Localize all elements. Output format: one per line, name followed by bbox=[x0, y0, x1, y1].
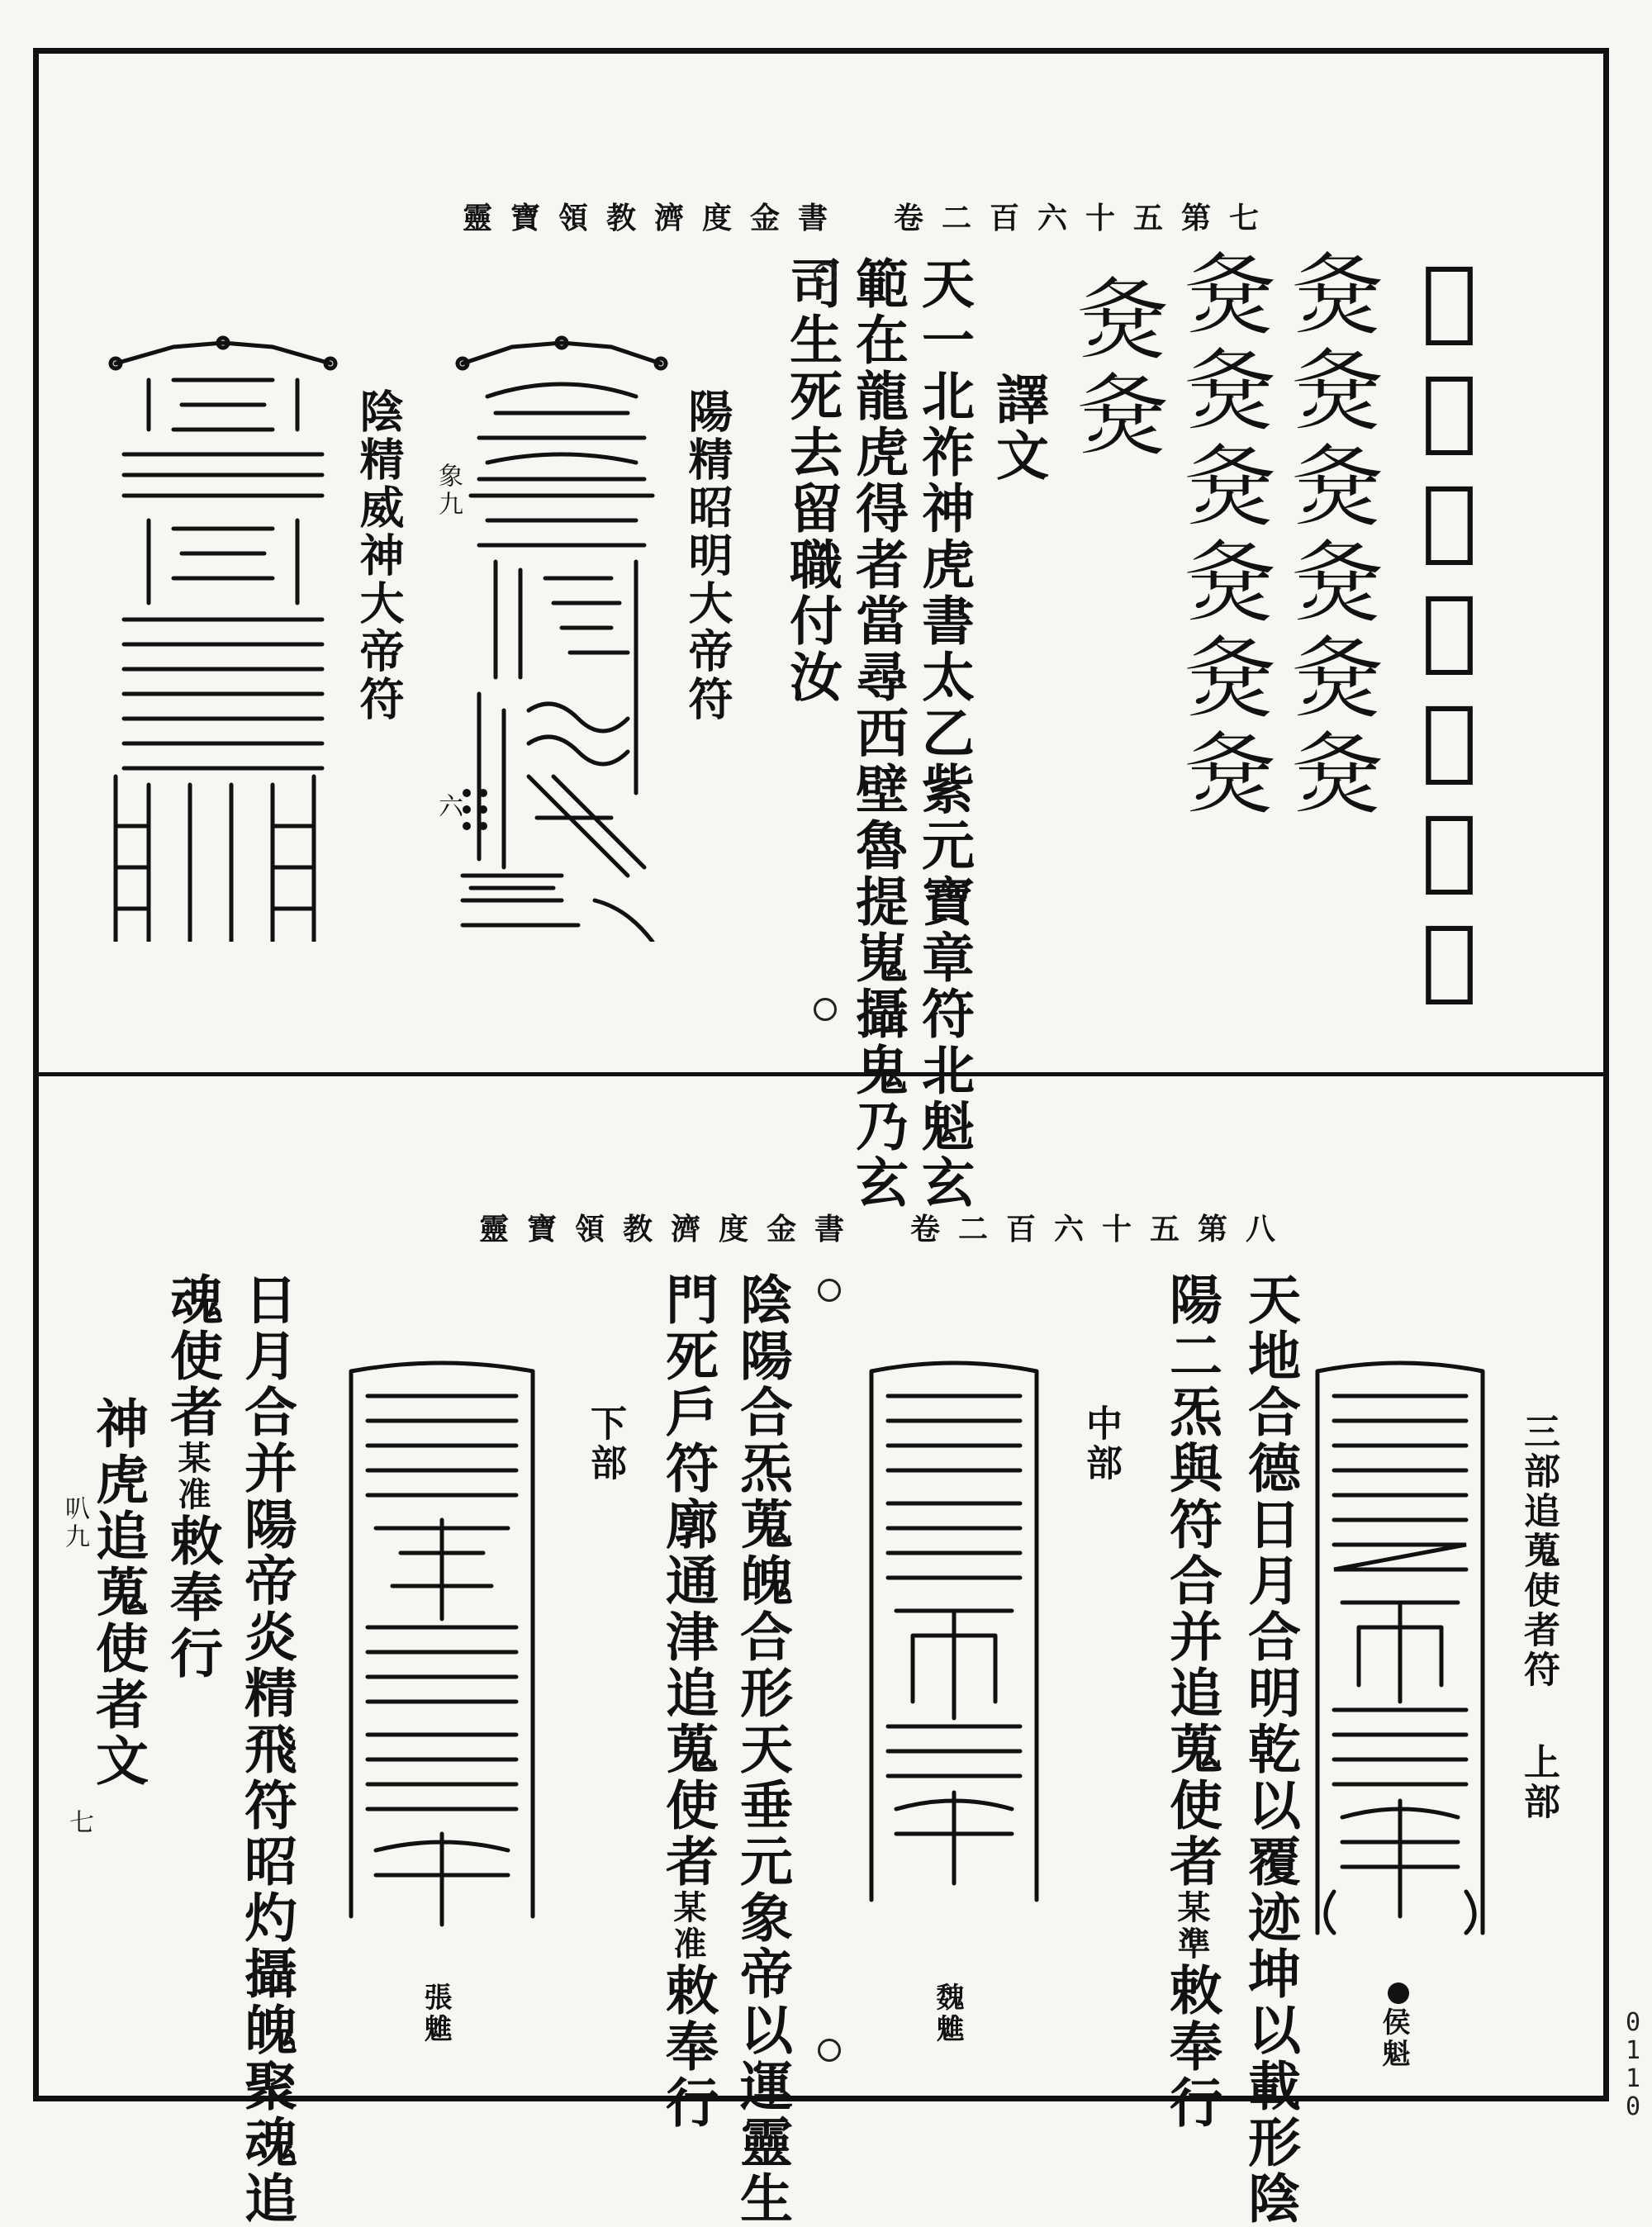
circle-mark bbox=[818, 2039, 841, 2062]
text-middle-line-2: 門死戶符廓通津追蒐使者某准敕奉行 bbox=[657, 1272, 719, 2131]
text-lower-line-1: 日月合并陽帝炎精飛符昭灼攝魄聚魂追 bbox=[235, 1272, 297, 2227]
page-note: 叭九 bbox=[60, 1495, 89, 1551]
page-number: 0110 bbox=[1625, 2008, 1641, 2121]
bottom-title: 三部追蒐使者符 bbox=[1517, 1413, 1559, 1690]
top-text-line-3: 司生死去留職付汝 bbox=[781, 256, 843, 705]
translation-label: 譯文 bbox=[987, 372, 1049, 484]
top-text-line-1: 天一北祚神虎書太乙紫元寶章符北魁玄 bbox=[913, 256, 975, 1211]
talisman-upper-icon bbox=[1309, 1355, 1491, 1949]
talisman-middle-caption: 魏魋 bbox=[931, 1982, 964, 2045]
middle-label: 中部 bbox=[1080, 1404, 1122, 1484]
top-text-line-2: 範在龍虎得者當尋西壁魯提嵬攝鬼乃玄 bbox=[847, 256, 909, 1211]
talisman-lower-caption: 張魋 bbox=[419, 1982, 452, 2045]
seal-column-2: 𡕛𡕛𡕛𡕛𡕛𡕛 bbox=[1279, 248, 1389, 823]
seal-column-1: 𠐝𡆥𡕛𡕛𡕛𡕛𡕛 bbox=[1394, 248, 1504, 1017]
seal-column-4: 𡕛𡕛 bbox=[1064, 273, 1174, 464]
talisman-note: 象九 bbox=[434, 463, 463, 519]
talisman-lower-icon bbox=[343, 1355, 541, 1933]
bottom-header: 靈寶領教濟度金書 卷二百六十五第八 bbox=[479, 1212, 1294, 1246]
circle-mark bbox=[814, 998, 837, 1021]
talisman-upper-caption: 侯魁 bbox=[1377, 2007, 1410, 2070]
talisman-middle-icon bbox=[863, 1355, 1045, 1916]
page-divider bbox=[33, 1072, 1609, 1076]
talisman-note: 六 bbox=[434, 793, 463, 821]
text-lower-line-2: 魂使者某准敕奉行 bbox=[161, 1272, 223, 1682]
seal-dot-icon bbox=[1388, 1982, 1409, 2004]
page-note: 七 bbox=[64, 1809, 93, 1837]
circle-mark bbox=[814, 263, 837, 286]
text-upper-line-2: 陽二炁與符合并追蒐使者某準敕奉行 bbox=[1161, 1272, 1222, 2131]
closing-line: 神虎追蒐使者文 bbox=[87, 1396, 149, 1789]
circle-mark bbox=[818, 1279, 841, 1302]
talisman1-caption: 陽精昭明大帝符 bbox=[681, 388, 734, 724]
lower-label: 下部 bbox=[584, 1404, 626, 1484]
upper-label: 上部 bbox=[1517, 1743, 1559, 1822]
text-middle-line-1: 陰陽合炁蒐魄合形天垂元象帝以運靈生 bbox=[731, 1272, 793, 2227]
talisman2-caption: 陰精威神大帝符 bbox=[353, 388, 406, 724]
talisman-yangjing-icon bbox=[446, 330, 677, 942]
talisman-yinjing-icon bbox=[99, 330, 347, 942]
seal-column-3: 𡕛𡕛𡕛𡕛𡕛𡕛 bbox=[1171, 248, 1281, 823]
top-header: 靈寶領教濟度金書 卷二百六十五第七 bbox=[463, 201, 1278, 235]
text-upper-line-1: 天地合德日月合明乾以覆迹坤以載形陰 bbox=[1239, 1272, 1301, 2227]
